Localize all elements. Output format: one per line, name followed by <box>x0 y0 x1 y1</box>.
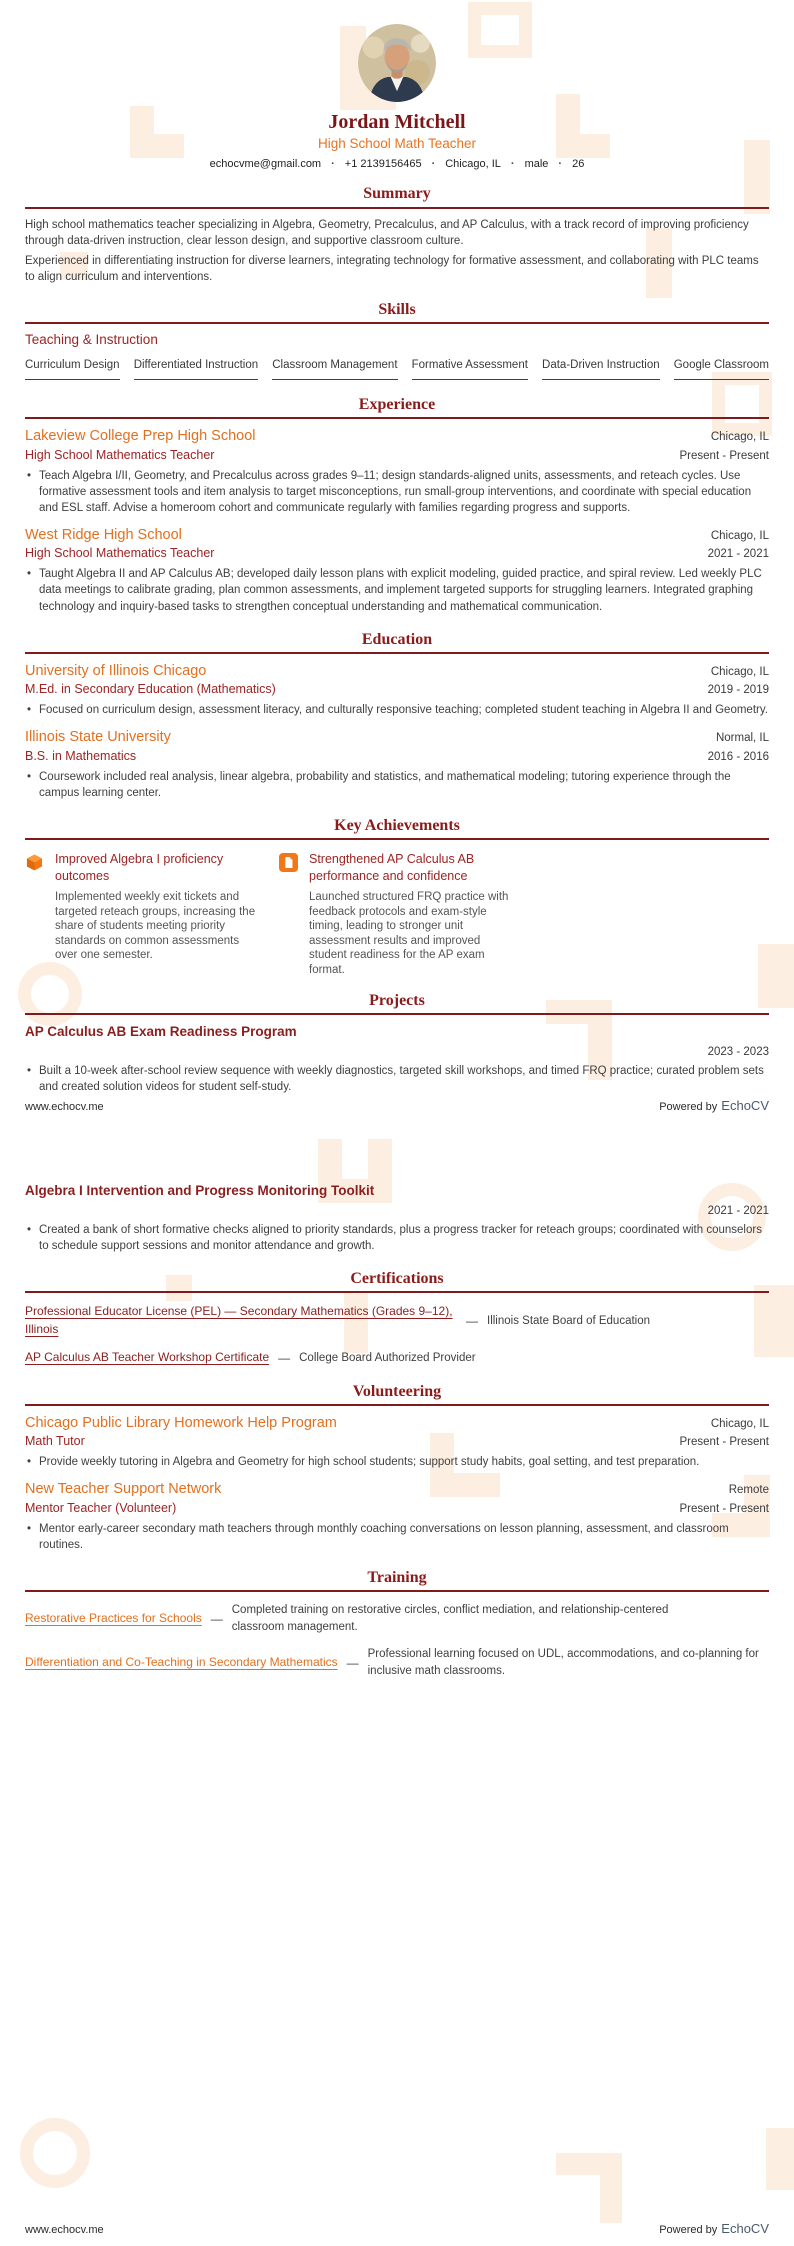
powered-by-label: Powered by <box>659 1101 718 1113</box>
contact-location: · Chicago, IL <box>422 158 501 171</box>
bullet-item: • Teach Algebra I/II, Geometry, and Precalculus across grades 9–11; design standards-aligned units, assessments, and reteach cycles. Use formative assessment tools and item analysis to target misconceptions, run small-group interventions, and coordinate with special education and ESL staff. Advise a homeroom cohort and communicate regularly with families regarding progress and supports. <box>39 468 769 516</box>
brand-logo: EchoCV <box>721 2221 769 2236</box>
section-education <box>25 630 769 801</box>
company-name: Lakeview College Prep High School <box>25 428 256 445</box>
powered-by <box>659 2221 769 2236</box>
job-dates: Present - Present <box>679 449 769 462</box>
project-entry <box>25 1183 769 1254</box>
skill-chip: Curriculum Design <box>25 359 120 380</box>
education-entry <box>25 729 769 801</box>
bullet-item: • Coursework included real analysis, linear algebra, probability and statistics, and mathematical modeling; tutoring experience through the campus learning center. <box>39 769 769 801</box>
contact-age: · 26 <box>548 158 584 171</box>
volunteer-dates: Present - Present <box>679 1502 769 1515</box>
volunteering-entry <box>25 1481 769 1553</box>
organization-name: New Teacher Support Network <box>25 1481 222 1498</box>
school-location: Normal, IL <box>715 732 769 745</box>
section-rule <box>25 1590 769 1592</box>
watermark-shape <box>20 2118 90 2188</box>
company-location: Chicago, IL <box>710 529 769 542</box>
school-location: Chicago, IL <box>710 665 769 678</box>
skills-group-title: Teaching & Instruction <box>25 332 158 348</box>
section-certifications <box>25 1269 769 1366</box>
job-dates: 2021 - 2021 <box>707 548 769 561</box>
organization-location: Chicago, IL <box>710 1417 769 1430</box>
section-rule <box>25 838 769 840</box>
project-name: Algebra I Intervention and Progress Monitoring Toolkit <box>25 1183 375 1198</box>
skill-chip: Classroom Management <box>272 359 397 380</box>
bullet-item: • Mentor early-career secondary math teachers through monthly coaching conversations on lesson planning, assessment, and classroom routines. <box>39 1521 769 1553</box>
company-name: West Ridge High School <box>25 526 182 543</box>
section-projects <box>25 991 769 1095</box>
section-rule <box>25 652 769 654</box>
degree-name: B.S. in Mathematics <box>25 748 137 763</box>
achievement-title: Strengthened AP Calculus AB performance and confidence <box>309 852 475 883</box>
dash-separator: — <box>466 1313 478 1328</box>
section-achievements <box>25 816 769 978</box>
dash-separator: — <box>346 1656 359 1671</box>
section-rule <box>25 1013 769 1015</box>
page-footer <box>25 1098 769 1113</box>
project-dates: 2023 - 2023 <box>707 1045 769 1058</box>
skills-list <box>25 359 769 380</box>
section-title-projects: Projects <box>369 991 425 1009</box>
volunteer-dates: Present - Present <box>679 1436 769 1449</box>
skill-chip: Google Classroom <box>674 359 769 380</box>
bullet-item: • Taught Algebra II and AP Calculus AB; developed daily lesson plans with explicit modeling, guided practice, and spiral review. Led weekly PLC data meetings to calibrate grading, plan common assessments, and implement targeted supports for struggling learners. Integrated graphing technology and inquiry-based tasks to strengthen conceptual understanding and mathematical communication. <box>39 566 769 614</box>
degree-dates: 2016 - 2016 <box>707 750 769 763</box>
profile-photo <box>358 24 436 102</box>
section-summary <box>25 184 769 285</box>
section-volunteering <box>25 1382 769 1553</box>
section-title-volunteering: Volunteering <box>352 1382 442 1400</box>
education-entry <box>25 663 769 718</box>
bullet-item: • Built a 10-week after-school review sequence with weekly diagnostics, targeted skill workshops, and timed FRQ practice; curated problem sets and created solution videos for student self-study. <box>39 1063 769 1095</box>
achievement-description: Launched structured FRQ practice with feedback protocols and exam-style timing, leading to stronger unit assessment results and improved student readiness for the AP exam format. <box>309 891 509 977</box>
job-role: High School Mathematics Teacher <box>25 447 215 462</box>
powered-by <box>659 1098 769 1113</box>
experience-entry <box>25 428 769 516</box>
bullet-item: • Provide weekly tutoring in Algebra and Geometry for high school students; support study habits, goal setting, and test preparation. <box>39 1454 769 1470</box>
training-description: Professional learning focused on UDL, accommodations, and co-planning for inclusive math classrooms. <box>367 1648 759 1678</box>
certification-issuer: College Board Authorized Provider <box>299 1351 476 1364</box>
page-footer <box>25 2221 769 2236</box>
degree-dates: 2019 - 2019 <box>707 684 769 697</box>
dash-separator: — <box>278 1350 291 1365</box>
project-name: AP Calculus AB Exam Readiness Program <box>25 1023 297 1039</box>
resume-page-2 <box>0 1123 794 2246</box>
watermark-shape <box>766 2128 794 2190</box>
training-name[interactable]: Differentiation and Co-Teaching in Secondary Mathematics <box>25 1655 338 1670</box>
section-rule <box>25 1404 769 1406</box>
certification-issuer: Illinois State Board of Education <box>487 1314 651 1327</box>
bullet-item: • Created a bank of short formative checks aligned to priority standards, plus a progress tracker for reteach groups; coordinated with counselors to schedule support sessions and monitor attendance and growth. <box>39 1222 769 1254</box>
section-title-summary: Summary <box>363 185 431 203</box>
achievement-description: Implemented weekly exit tickets and targeted reteach groups, increasing the share of students meeting priority standards on common assessments over one semester. <box>55 891 256 962</box>
training-description: Completed training on restorative circles, conflict mediation, and relationship-centered classroom management. <box>231 1604 669 1633</box>
summary-paragraph: Experienced in differentiating instruction for diverse learners, integrating technology for formative assessment, and collaborating with PLC teams to align curriculum and interventions. <box>25 254 759 283</box>
volunteering-entry <box>25 1415 769 1470</box>
section-title-education: Education <box>361 630 433 648</box>
bullet-item: • Focused on curriculum design, assessment literacy, and culturally responsive teaching; completed student teaching in Algebra II and Geometry. <box>39 702 769 718</box>
section-title-achievements: Key Achievements <box>334 816 460 834</box>
volunteer-role: Mentor Teacher (Volunteer) <box>25 1500 177 1515</box>
school-name: Illinois State University <box>25 729 171 746</box>
certification-name[interactable]: Professional Educator License (PEL) — Secondary Mathematics (Grades 9–12), Illinois <box>25 1304 453 1336</box>
section-title-training: Training <box>367 1568 427 1586</box>
organization-name: Chicago Public Library Homework Help Program <box>25 1414 337 1431</box>
certification-entry <box>25 1303 769 1338</box>
document-icon <box>279 853 298 872</box>
powered-by-label: Powered by <box>659 2224 718 2236</box>
experience-entry <box>25 527 769 615</box>
section-title-certifications: Certifications <box>350 1270 444 1288</box>
candidate-title: High School Math Teacher <box>317 136 477 151</box>
contact-phone: · +1 2139156465 <box>321 158 421 171</box>
section-rule <box>25 1291 769 1293</box>
section-title-skills: Skills <box>378 300 416 318</box>
section-title-experience: Experience <box>358 396 436 414</box>
achievement-item <box>25 851 261 978</box>
training-name[interactable]: Restorative Practices for Schools <box>25 1611 202 1626</box>
section-training <box>25 1568 769 1680</box>
school-name: University of Illinois Chicago <box>25 662 207 679</box>
job-role: High School Mathematics Teacher <box>25 546 215 561</box>
organization-location: Remote <box>728 1484 769 1497</box>
degree-name: M.Ed. in Secondary Education (Mathematics) <box>25 682 276 697</box>
achievement-title: Improved Algebra I proficiency outcomes <box>55 852 224 883</box>
project-dates: 2021 - 2021 <box>707 1204 769 1217</box>
footer-site-link[interactable]: www.echocv.me <box>25 2224 104 2236</box>
watermark-shape <box>600 2153 622 2223</box>
section-skills <box>25 300 769 380</box>
training-entry <box>25 1646 769 1679</box>
skill-chip: Differentiated Instruction <box>134 359 258 380</box>
section-projects-continued <box>25 1183 769 1254</box>
skill-chip: Formative Assessment <box>412 359 528 380</box>
contact-line <box>25 158 769 171</box>
summary-paragraph: High school mathematics teacher specializing in Algebra, Geometry, Precalculus, and AP Calculus, with a track record of improving proficiency through data-driven instruction, clear lesson design, and supportive classroom culture. <box>25 218 749 247</box>
section-rule <box>25 207 769 209</box>
training-entry <box>25 1602 769 1635</box>
brand-logo: EchoCV <box>721 1098 769 1113</box>
skill-chip: Data-Driven Instruction <box>542 359 660 380</box>
dash-separator: — <box>210 1611 223 1626</box>
contact-gender: · male <box>501 158 549 171</box>
section-rule <box>25 322 769 324</box>
project-entry <box>25 1024 769 1095</box>
section-rule <box>25 417 769 419</box>
candidate-name: Jordan Mitchell <box>328 111 466 133</box>
section-experience <box>25 395 769 615</box>
achievement-item <box>279 851 515 978</box>
volunteer-role: Math Tutor <box>25 1434 85 1449</box>
certification-name[interactable]: AP Calculus AB Teacher Workshop Certificate <box>25 1350 270 1365</box>
cube-icon <box>25 853 44 872</box>
certification-entry <box>25 1349 769 1366</box>
contact-email[interactable]: echocvme@gmail.com <box>209 158 322 171</box>
footer-site-link[interactable]: www.echocv.me <box>25 1101 104 1113</box>
company-location: Chicago, IL <box>710 431 769 444</box>
